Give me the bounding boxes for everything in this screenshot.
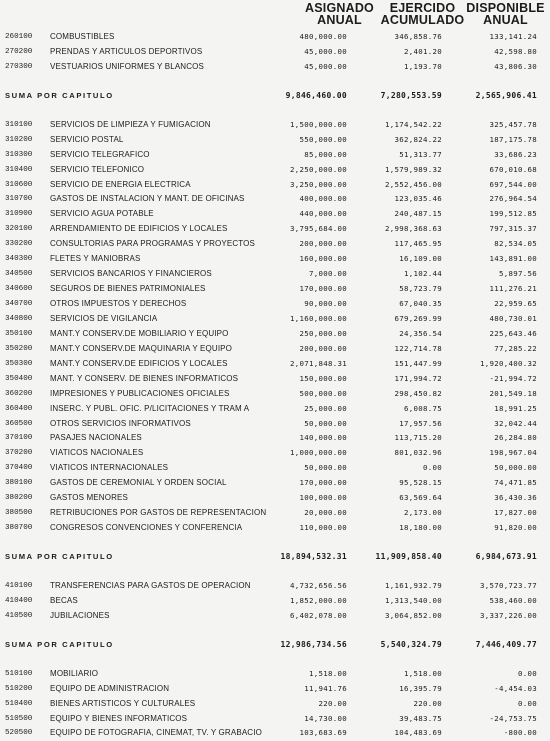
asignado-value: 50,000.00 (304, 463, 347, 473)
table-row (0, 506, 550, 521)
asignado-value: 110,000.00 (299, 523, 347, 533)
account-description: SERVICIOS DE LIMPIEZA Y FUMIGACION (50, 119, 211, 129)
disponible-value: 201,549.18 (489, 388, 537, 398)
account-description: SERVICIO AGUA POTABLE (50, 209, 154, 219)
disponible-value: 697,544.00 (489, 179, 537, 189)
disponible-value: 199,512.85 (489, 209, 537, 219)
disponible-value: 36,430.36 (494, 493, 537, 503)
account-code: 370100 (5, 434, 33, 443)
ejercido-value: 17,957.56 (399, 418, 442, 428)
ejercido-value: 1,193.70 (404, 61, 442, 71)
disponible-value: 5,897.56 (499, 269, 537, 279)
table-row (0, 342, 550, 357)
disponible-value: 143,891.00 (489, 254, 537, 264)
ejercido-value: 95,528.15 (399, 478, 442, 488)
chapter-total-row (0, 89, 550, 104)
disponible-value: 18,991.25 (494, 403, 537, 413)
disponible-value: 2,565,906.41 (475, 90, 537, 100)
asignado-value: 45,000.00 (304, 46, 347, 56)
account-description: RETRIBUCIONES POR GASTOS DE REPRESENTACION (50, 508, 267, 518)
header-asignado-line1: ASIGNADO (305, 1, 374, 15)
asignado-value: 11,941.76 (304, 683, 347, 693)
ejercido-value: 104,483.69 (394, 728, 442, 738)
account-code: 260100 (5, 33, 33, 41)
disponible-value: -21,994.72 (489, 373, 537, 383)
account-description: TRANSFERENCIAS PARA GASTOS DE OPERACION (50, 580, 251, 590)
table-row (0, 461, 550, 476)
account-description: SERVICIO TELEGRAFICO (50, 149, 150, 159)
disponible-value: 17,827.00 (494, 508, 537, 518)
ejercido-value: 2,998,368.63 (385, 224, 442, 234)
account-code: 510100 (5, 669, 33, 678)
account-code: 330200 (5, 240, 33, 249)
ejercido-value: 7,280,553.59 (380, 90, 442, 100)
row-spacer (0, 565, 550, 579)
table-row (0, 682, 550, 697)
account-code: 380200 (5, 494, 33, 503)
account-code: 380700 (5, 524, 33, 533)
asignado-value: 1,500,000.00 (290, 119, 347, 129)
account-description: MOBILIARIO (50, 668, 99, 678)
header-ejercido-line2: ACUMULADO (380, 13, 465, 27)
account-code: 510200 (5, 684, 33, 693)
account-code: 360200 (5, 389, 33, 398)
asignado-value: 50,000.00 (304, 418, 347, 428)
asignado-value: 7,000.00 (309, 269, 347, 279)
ejercido-value: 58,723.79 (399, 284, 442, 294)
account-code: 510500 (5, 714, 33, 723)
account-description: JUBILACIONES (50, 610, 110, 620)
asignado-value: 100,000.00 (299, 493, 347, 503)
header-disponible-line1: DISPONIBLE (466, 1, 545, 15)
asignado-value: 550,000.00 (299, 134, 347, 144)
ejercido-value: 362,824.22 (394, 134, 442, 144)
asignado-value: 12,986,734.56 (280, 639, 347, 649)
account-description: VIATICOS INTERNACIONALES (50, 463, 169, 473)
disponible-value: -4,454.03 (494, 683, 537, 693)
ejercido-value: 298,450.82 (394, 388, 442, 398)
account-description: CONGRESOS CONVENCIONES Y CONFERENCIA (50, 523, 243, 533)
account-description: VIATICOS NACIONALES (50, 448, 144, 458)
table-row (0, 726, 550, 741)
header-ejercido-line1: EJERCIDO (389, 1, 456, 15)
asignado-value: 160,000.00 (299, 254, 347, 264)
asignado-value: 9,846,460.00 (285, 90, 347, 100)
asignado-value: 25,000.00 (304, 403, 347, 413)
table-row (0, 207, 550, 222)
account-code: 270200 (5, 47, 33, 56)
ejercido-value: 5,540,324.79 (380, 639, 442, 649)
ejercido-value: 18,180.00 (399, 523, 442, 533)
table-row (0, 252, 550, 267)
asignado-value: 170,000.00 (299, 284, 347, 294)
header-disponible-anual (458, 2, 550, 26)
account-code: 340500 (5, 270, 33, 279)
ejercido-value: 16,109.00 (399, 254, 442, 264)
account-code: 370200 (5, 449, 33, 458)
account-code: 340800 (5, 314, 33, 323)
table-row (0, 387, 550, 402)
chapter-total-row (0, 638, 550, 653)
account-description: IMPRESIONES Y PUBLICACIONES OFICIALES (50, 388, 230, 398)
account-description: COMBUSTIBLES (50, 32, 115, 41)
account-code: 310700 (5, 195, 33, 204)
ejercido-value: 39,483.75 (399, 713, 442, 723)
account-description: SERVICIO DE ENERGIA ELECTRICA (50, 179, 191, 189)
ejercido-value: 11,909,858.40 (375, 552, 442, 561)
table-row (0, 133, 550, 148)
table-row (0, 609, 550, 624)
header-disponible-line2: ANUAL (483, 13, 528, 27)
account-code: 350400 (5, 374, 33, 383)
ejercido-value: 123,035.46 (394, 194, 442, 204)
account-code: 380500 (5, 509, 33, 518)
asignado-value: 400,000.00 (299, 194, 347, 204)
chapter-total-label: SUMA POR CAPITULO (5, 90, 114, 100)
asignado-value: 140,000.00 (299, 433, 347, 443)
account-description: SEGUROS DE BIENES PATRIMONIALES (50, 284, 206, 294)
account-description: MANT.Y CONSERV.DE EDIFICIOS Y LOCALES (50, 358, 228, 368)
account-description: BIENES ARTISTICOS Y CULTURALES (50, 698, 196, 708)
disponible-value: 32,042.44 (494, 418, 537, 428)
disponible-value: 3,337,226.00 (480, 610, 537, 620)
ejercido-value: 2,552,456.00 (385, 179, 442, 189)
table-row (0, 667, 550, 682)
table-row (0, 222, 550, 237)
asignado-value: 3,795,684.00 (290, 224, 347, 234)
disponible-value: 133,141.24 (489, 32, 537, 41)
disponible-value: 42,598.80 (494, 46, 537, 56)
account-code: 350200 (5, 344, 33, 353)
disponible-value: 77,285.22 (494, 343, 537, 353)
ejercido-value: 117,465.95 (394, 239, 442, 249)
ejercido-value: 1,102.44 (404, 269, 442, 279)
account-code: 360400 (5, 404, 33, 413)
asignado-value: 45,000.00 (304, 61, 347, 71)
asignado-value: 103,683.69 (299, 728, 347, 738)
chapter-total-label: SUMA POR CAPITULO (5, 552, 114, 561)
table-row (0, 163, 550, 178)
account-description: GASTOS DE INSTALACION Y MANT. DE OFICINAS (50, 194, 245, 204)
account-code: 370400 (5, 464, 33, 473)
asignado-value: 6,402,078.00 (290, 610, 347, 620)
asignado-value: 2,071,848.31 (290, 358, 347, 368)
account-code: 310900 (5, 210, 33, 219)
disponible-value: -24,753.75 (489, 713, 537, 723)
ejercido-value: 63,569.64 (399, 493, 442, 503)
table-row (0, 476, 550, 491)
account-code: 310600 (5, 180, 33, 189)
asignado-value: 90,000.00 (304, 299, 347, 308)
ejercido-value: 24,356.54 (399, 328, 442, 338)
table-row (0, 446, 550, 461)
ejercido-value: 113,715.20 (394, 433, 442, 443)
header-asignado-anual (292, 2, 387, 26)
disponible-value: 22,959.65 (494, 299, 537, 308)
asignado-value: 2,250,000.00 (290, 164, 347, 174)
table-row (0, 60, 550, 75)
table-row (0, 148, 550, 163)
asignado-value: 1,000,000.00 (290, 448, 347, 458)
table-row (0, 712, 550, 727)
ejercido-value: 3,064,852.00 (385, 610, 442, 620)
table-row (0, 312, 550, 327)
disponible-value: 3,570,723.77 (480, 580, 537, 590)
account-description: SERVICIO TELEFONICO (50, 164, 145, 174)
disponible-value: 1,920,400.32 (480, 358, 537, 368)
table-row (0, 417, 550, 432)
table-row (0, 357, 550, 372)
ejercido-value: 1,174,542.22 (385, 119, 442, 129)
row-spacer (0, 75, 550, 89)
disponible-value: 74,471.85 (494, 478, 537, 488)
account-description: OTROS SERVICIOS INFORMATIVOS (50, 418, 191, 428)
asignado-value: 20,000.00 (304, 508, 347, 518)
account-code: 320100 (5, 225, 33, 234)
asignado-value: 1,852,000.00 (290, 595, 347, 605)
asignado-value: 14,730.00 (304, 713, 347, 723)
disponible-value: -800.00 (503, 728, 537, 738)
account-code: 310200 (5, 135, 33, 144)
ejercido-value: 151,447.99 (394, 358, 442, 368)
asignado-value: 1,518.00 (309, 668, 347, 678)
disponible-value: 538,460.00 (489, 595, 537, 605)
disponible-value: 6,984,673.91 (475, 552, 537, 561)
asignado-value: 200,000.00 (299, 239, 347, 249)
table-row (0, 579, 550, 594)
ejercido-value: 51,313.77 (399, 149, 442, 159)
asignado-value: 480,000.00 (299, 32, 347, 41)
account-code: 350300 (5, 359, 33, 368)
disponible-value: 111,276.21 (489, 284, 537, 294)
account-description: MANT. Y CONSERV. DE BIENES INFORMATICOS (50, 373, 239, 383)
account-description: CONSULTORIAS PARA PROGRAMAS Y PROYECTOS (50, 239, 256, 249)
table-row (0, 594, 550, 609)
account-code: 340600 (5, 285, 33, 294)
account-description: VESTUARIOS UNIFORMES Y BLANCOS (50, 61, 205, 71)
asignado-value: 250,000.00 (299, 328, 347, 338)
header-ejercido-acumulado (375, 2, 470, 26)
account-code: 270300 (5, 62, 33, 71)
account-code: 340700 (5, 300, 33, 308)
ejercido-value: 220.00 (413, 698, 442, 708)
ejercido-value: 1,313,540.00 (385, 595, 442, 605)
account-description: SERVICIOS DE VIGILANCIA (50, 313, 158, 323)
row-spacer (0, 624, 550, 638)
ejercido-value: 171,994.72 (394, 373, 442, 383)
ejercido-value: 122,714.78 (394, 343, 442, 353)
ejercido-value: 346,858.76 (394, 32, 442, 41)
disponible-value: 276,964.54 (489, 194, 537, 204)
account-description: ARRENDAMIENTO DE EDIFICIOS Y LOCALES (50, 224, 228, 234)
asignado-value: 85,000.00 (304, 149, 347, 159)
disponible-value: 91,820.00 (494, 523, 537, 533)
table-row (0, 282, 550, 297)
row-spacer (0, 536, 550, 550)
disponible-value: 187,175.78 (489, 134, 537, 144)
ejercido-value: 16,395.79 (399, 683, 442, 693)
account-description: GASTOS MENORES (50, 493, 128, 503)
disponible-value: 797,315.37 (489, 224, 537, 234)
table-row (0, 237, 550, 252)
account-description: OTROS IMPUESTOS Y DERECHOS (50, 299, 187, 308)
table-row (0, 327, 550, 342)
table-row (0, 402, 550, 417)
account-description: EQUIPO Y BIENES INFORMATICOS (50, 713, 188, 723)
ejercido-value: 2,401.20 (404, 46, 442, 56)
table-row (0, 431, 550, 446)
row-spacer (0, 104, 550, 118)
asignado-value: 500,000.00 (299, 388, 347, 398)
table-row (0, 491, 550, 506)
table-row (0, 118, 550, 133)
account-description: MANT.Y CONSERV.DE MAQUINARIA Y EQUIPO (50, 343, 233, 353)
account-code: 350100 (5, 329, 33, 338)
asignado-value: 1,160,000.00 (290, 313, 347, 323)
chapter-total-label: SUMA POR CAPITULO (5, 639, 114, 649)
account-description: EQUIPO DE ADMINISTRACION (50, 683, 170, 693)
disponible-value: 33,686.23 (494, 149, 537, 159)
asignado-value: 440,000.00 (299, 209, 347, 219)
disponible-value: 50,000.00 (494, 463, 537, 473)
ejercido-value: 1,161,932.79 (385, 580, 442, 590)
disponible-value: 225,643.46 (489, 328, 537, 338)
ejercido-value: 0.00 (423, 463, 442, 473)
account-code: 380100 (5, 479, 33, 488)
account-description: SERVICIO POSTAL (50, 134, 124, 144)
account-code: 340300 (5, 255, 33, 264)
account-code: 310300 (5, 150, 33, 159)
asignado-value: 18,894,532.31 (280, 552, 347, 561)
account-description: PASAJES NACIONALES (50, 433, 142, 443)
account-description: GASTOS DE CEREMONIAL Y ORDEN SOCIAL (50, 478, 227, 488)
account-code: 410100 (5, 581, 33, 590)
ejercido-value: 2,173.00 (404, 508, 442, 518)
account-code: 510400 (5, 699, 33, 708)
table-row (0, 267, 550, 282)
disponible-value: 670,010.68 (489, 164, 537, 174)
account-description: PRENDAS Y ARTICULOS DEPORTIVOS (50, 46, 203, 56)
account-description: INSERC. Y PUBL. OFIC. P/LICITACIONES Y TRAM A (50, 403, 250, 413)
disponible-value: 26,284.80 (494, 433, 537, 443)
asignado-value: 220.00 (318, 698, 347, 708)
ejercido-value: 801,032.96 (394, 448, 442, 458)
asignado-value: 150,000.00 (299, 373, 347, 383)
account-description: EQUIPO DE FOTOGRAFIA, CINEMAT, TV. Y GRABACIO (50, 728, 262, 738)
account-description: SERVICIOS BANCARIOS Y FINANCIEROS (50, 269, 212, 279)
row-spacer (0, 653, 550, 667)
ejercido-value: 6,008.75 (404, 403, 442, 413)
disponible-value: 7,446,409.77 (475, 639, 537, 649)
table-row (0, 297, 550, 312)
table-row (0, 697, 550, 712)
account-code: 360500 (5, 419, 33, 428)
account-code: 310100 (5, 120, 33, 129)
disponible-value: 43,806.30 (494, 61, 537, 71)
disponible-value: 325,457.78 (489, 119, 537, 129)
table-row (0, 192, 550, 207)
disponible-value: 82,534.05 (494, 239, 537, 249)
disponible-value: 480,730.01 (489, 313, 537, 323)
table-row (0, 30, 550, 45)
ejercido-value: 67,040.35 (399, 299, 442, 308)
account-code: 520500 (5, 729, 33, 738)
asignado-value: 200,000.00 (299, 343, 347, 353)
account-code: 310400 (5, 165, 33, 174)
asignado-value: 170,000.00 (299, 478, 347, 488)
chapter-total-row (0, 550, 550, 565)
table-row (0, 521, 550, 536)
ejercido-value: 1,579,989.32 (385, 164, 442, 174)
ejercido-value: 1,518.00 (404, 668, 442, 678)
asignado-value: 4,732,656.56 (290, 580, 347, 590)
table-row (0, 372, 550, 387)
ejercido-value: 679,269.99 (394, 313, 442, 323)
table-row (0, 178, 550, 193)
disponible-value: 0.00 (518, 698, 537, 708)
table-row (0, 45, 550, 60)
account-description: BECAS (50, 595, 78, 605)
account-code: 410500 (5, 611, 33, 620)
ejercido-value: 240,487.15 (394, 209, 442, 219)
budget-table (0, 30, 550, 741)
account-description: FLETES Y MANIOBRAS (50, 254, 141, 264)
disponible-value: 198,967.04 (489, 448, 537, 458)
account-code: 410400 (5, 596, 33, 605)
account-description: MANT.Y CONSERV.DE MOBILIARIO Y EQUIPO (50, 328, 229, 338)
disponible-value: 0.00 (518, 668, 537, 678)
asignado-value: 3,250,000.00 (290, 179, 347, 189)
header-asignado-line2: ANUAL (317, 13, 362, 27)
